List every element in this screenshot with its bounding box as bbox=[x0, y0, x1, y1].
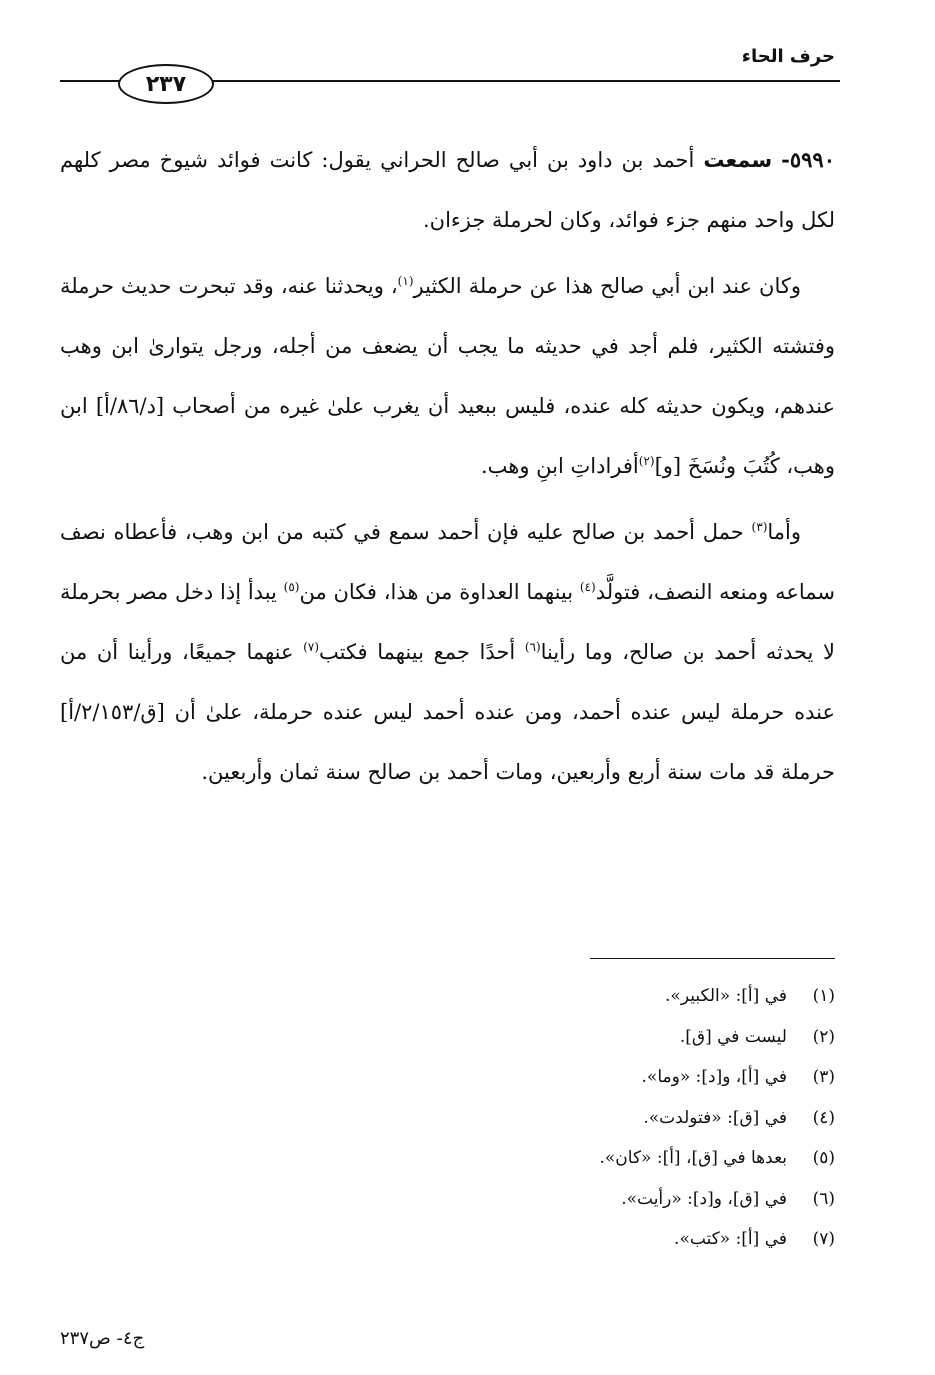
footnote-number: (٣) bbox=[812, 1067, 835, 1087]
footnote-item bbox=[235, 976, 835, 1017]
text-run: أحدًا جمع بينهما فكتب bbox=[319, 640, 525, 664]
footnote-number: (٥) bbox=[812, 1148, 835, 1168]
footnote-text: في [ق]، و[د]: «رأيت». bbox=[621, 1188, 787, 1209]
page-number: ٢٣٧ bbox=[118, 64, 214, 104]
entry-number: ٥٩٩٠- bbox=[781, 147, 835, 172]
text-run: بينهما العداوة من هذا، فكان من bbox=[299, 580, 580, 604]
footnote-text: بعدها في [ق]، [أ]: «كان». bbox=[599, 1148, 787, 1168]
footnote-ref: (٦) bbox=[524, 640, 541, 654]
footnote-text: في [أ]، و[د]: «وما». bbox=[641, 1067, 787, 1087]
footnote-item bbox=[235, 1098, 835, 1139]
footnote-ref: (٥) bbox=[283, 580, 300, 594]
footnote-item bbox=[235, 1138, 835, 1179]
text-run: وأما bbox=[767, 520, 801, 544]
chapter-title: حرف الحاء bbox=[741, 46, 835, 67]
footnote-text: في [ق]: «فتولدت». bbox=[643, 1107, 787, 1128]
footnote-number: (٧) bbox=[812, 1229, 835, 1249]
entry-keyword: سمعت bbox=[703, 148, 773, 172]
footnote-text: في [أ]: «الكبير». bbox=[665, 986, 787, 1006]
paragraph-2 bbox=[60, 256, 835, 496]
footnote-number: (٢) bbox=[812, 1026, 835, 1047]
text-run: يبدأ إذا دخل مصر بحرملة لا يحدثه أحمد بن صالح، وما رأينا bbox=[60, 580, 836, 664]
text-run: حمل أحمد بن صالح عليه فإن أحمد سمع في كتبه من ابن وهب، فأعطاه نصف سماعه ومنعه النصف، فتولَّد bbox=[60, 520, 835, 604]
footnote-ref: (٢) bbox=[638, 454, 655, 468]
footnote-ref: (٧) bbox=[303, 640, 319, 654]
footnote-text: في [أ]: «كتب». bbox=[674, 1229, 787, 1249]
entry-paragraph bbox=[60, 130, 835, 250]
main-text bbox=[60, 130, 835, 808]
text-run: ، ويحدثنا عنه، وقد تبحرت حديث حرملة وفتشته الكثير، فلم أجد في حديثه ما يجب أن يضعف من أجله، ورجل يتوارىٰ ابن وهب عندهم، ويكون حديثه كله عنده، فليس ببعيد أن يغرب علىٰ غيره من أصحاب [د/٨٦/أ] ابن وهب، كُتُبَ ونُسَخَ [و] bbox=[60, 274, 835, 478]
footnote-ref: (٣) bbox=[751, 520, 768, 534]
footnote-number: (٦) bbox=[812, 1188, 835, 1209]
footnote-text: ليست في [ق]. bbox=[679, 1026, 787, 1047]
footnote-number: (١) bbox=[812, 986, 835, 1006]
entry-text: أحمد بن داود بن أبي صالح الحراني يقول: كانت فوائد شيوخ مصر كلهم لكل واحد منهم جزء فوائد، وكان لحرملة جزءان. bbox=[60, 148, 835, 232]
footnote-item bbox=[235, 1057, 835, 1098]
footnote-ref: (٤) bbox=[579, 580, 596, 594]
text-run: أفراداتِ ابنِ وهب. bbox=[480, 454, 639, 478]
footnote-item bbox=[235, 1179, 835, 1220]
footnote-item bbox=[235, 1017, 835, 1058]
footnotes-list bbox=[235, 976, 835, 1260]
text-run: وكان عند ابن أبي صالح هذا عن حرملة الكثير bbox=[413, 274, 802, 298]
paragraph-3 bbox=[60, 502, 835, 802]
text-run: عنهما جميعًا، ورأينا أن من عنده حرملة ليس عنده أحمد، ومن عنده أحمد ليس عنده حرملة، علىٰ أن [ق/٢/١٥٣/أ] حرملة قد مات سنة أربع وأربعين، ومات أحمد بن صالح سنة ثمان وأربعين. bbox=[60, 640, 835, 784]
volume-page-ref: ج٤- ص٢٣٧ bbox=[60, 1328, 145, 1349]
footnote-item bbox=[235, 1219, 835, 1260]
footnote-rule bbox=[590, 958, 835, 959]
footnote-ref: (١) bbox=[397, 274, 414, 288]
footnote-number: (٤) bbox=[812, 1107, 835, 1128]
